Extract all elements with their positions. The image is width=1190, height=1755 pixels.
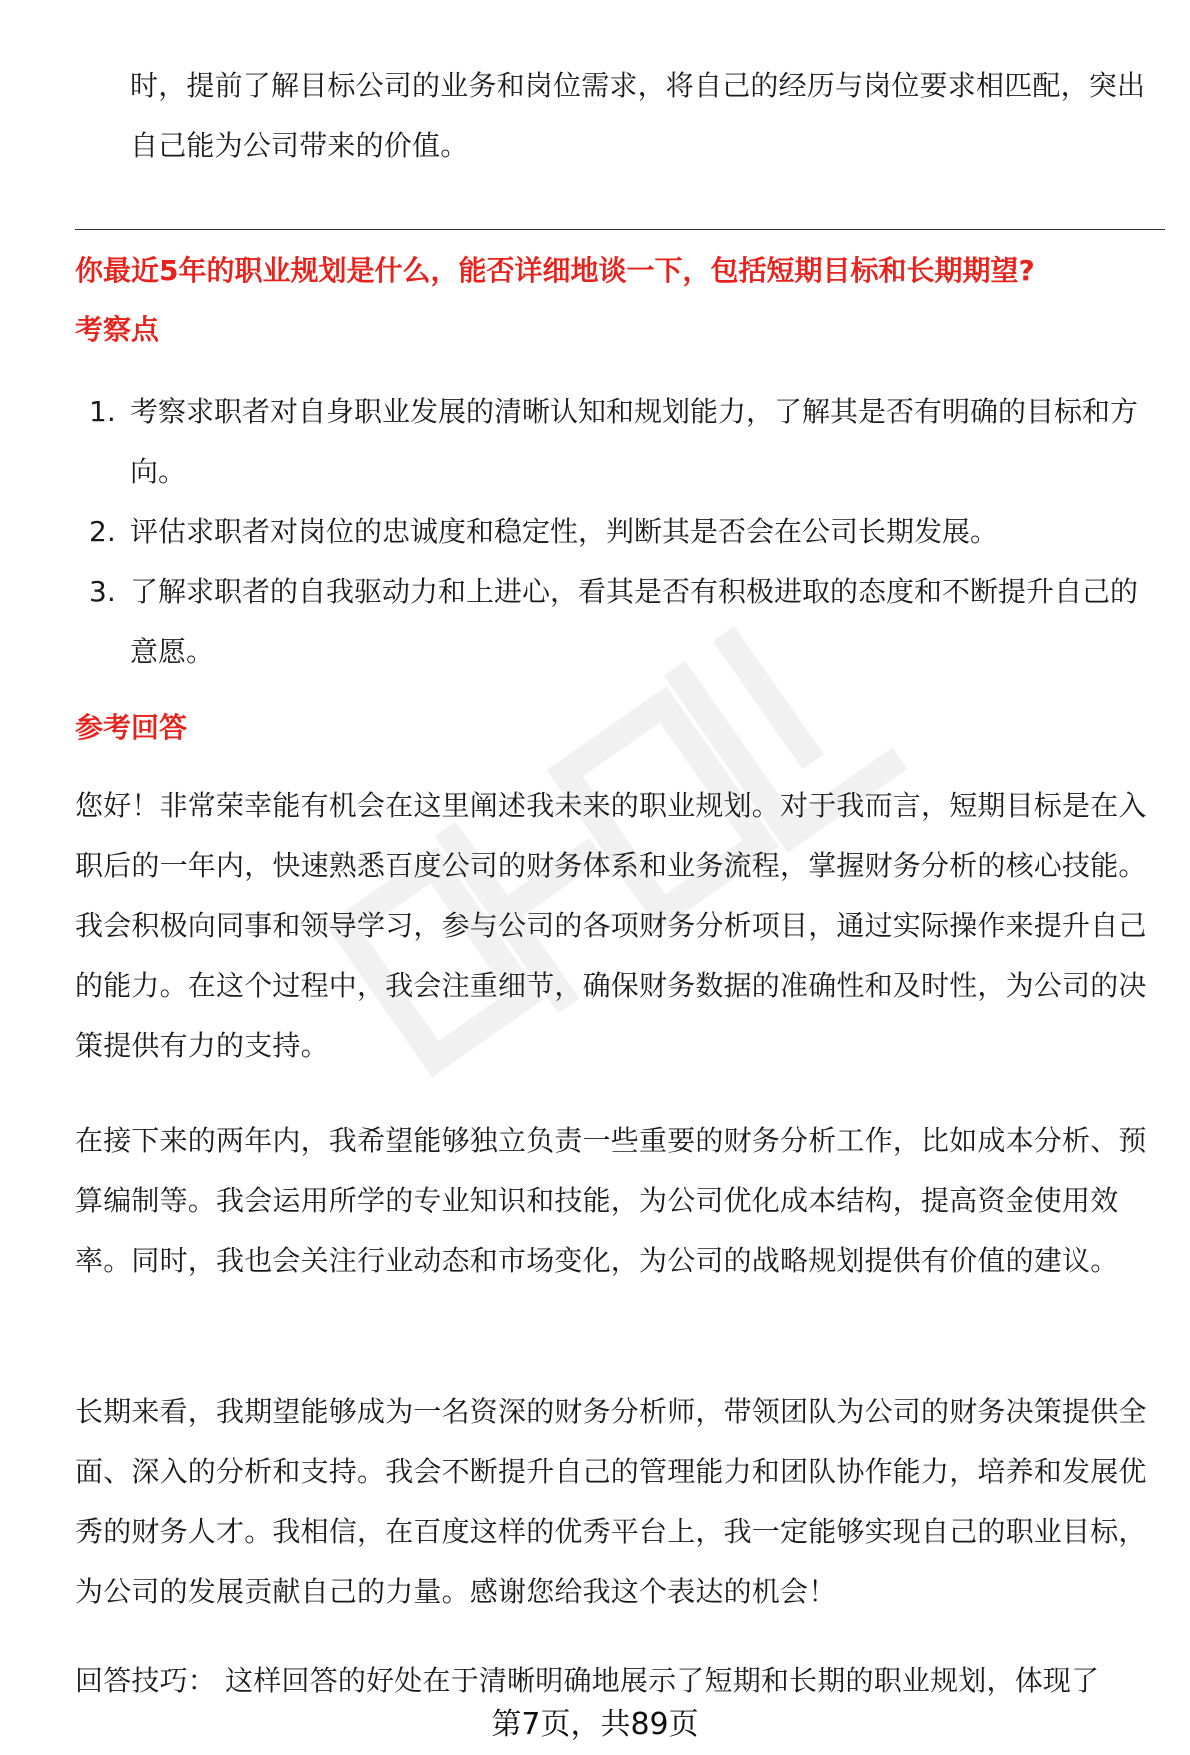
list-item-number: 2. — [89, 515, 116, 548]
answer-tip-text: 回答技巧： 这样回答的好处在于清晰明确地展示了短期和长期的职业规划，体现了 — [75, 1664, 1100, 1697]
answer-paragraph: 长期来看，我期望能够成为一名资深的财务分析师，带领团队为公司的财务决策提供全面、深入的分析和支持。我会不断提升自己的管理能力和团队协作能力，培养和发展优秀的财务人才。我相信，在百度这样的优秀平台上，我一定能够实现自己的职业目标，为公司的发展贡献自己的力量。感谢您给我这个表达的机会！ — [75, 1395, 1147, 1608]
list-item-text: 考察求职者对自身职业发展的清晰认知和规划能力，了解其是否有明确的目标和方向。 — [130, 395, 1139, 488]
question-title: 你最近5年的职业规划是什么，能否详细地谈一下，包括短期目标和长期期望? — [75, 254, 1035, 287]
list-item-text: 评估求职者对岗位的忠诚度和稳定性，判断其是否会在公司长期发展。 — [130, 515, 999, 548]
kaocha-point-list — [75, 382, 1165, 682]
list-item — [75, 382, 1165, 502]
list-item-number: 1. — [89, 395, 116, 428]
answer-paragraph: 您好！非常荣幸能有机会在这里阐述我未来的职业规划。对于我而言，短期目标是在入职后的一年内，快速熟悉百度公司的财务体系和业务流程，掌握财务分析的核心技能。我会积极向同事和领导学习，参与公司的各项财务分析项目，通过实际操作来提升自己的能力。在这个过程中，我会注重细节，确保财务数据的准确性和及时性，为公司的决策提供有力的支持。 — [75, 789, 1147, 1062]
intro-continuation-text: 时，提前了解目标公司的业务和岗位需求，将自己的经历与岗位要求相匹配，突出自己能为公司带来的价值。 — [130, 69, 1146, 162]
page-number-footer: 第7页，共89页 — [491, 1707, 699, 1742]
answer-paragraph: 在接下来的两年内，我希望能够独立负责一些重要的财务分析工作，比如成本分析、预算编制等。我会运用所学的专业知识和技能，为公司优化成本结构，提高资金使用效率。同时，我也会关注行业动态和市场变化，为公司的战略规划提供有价值的建议。 — [75, 1124, 1147, 1277]
list-item-text: 了解求职者的自我驱动力和上进心，看其是否有积极进取的态度和不断提升自己的意愿。 — [130, 575, 1139, 668]
list-item — [75, 502, 1165, 562]
kaocha-heading: 考察点 — [75, 313, 160, 346]
list-item — [75, 562, 1165, 682]
cankao-heading: 参考回答 — [75, 711, 188, 744]
list-item-number: 3. — [89, 575, 116, 608]
section-divider — [75, 229, 1165, 230]
